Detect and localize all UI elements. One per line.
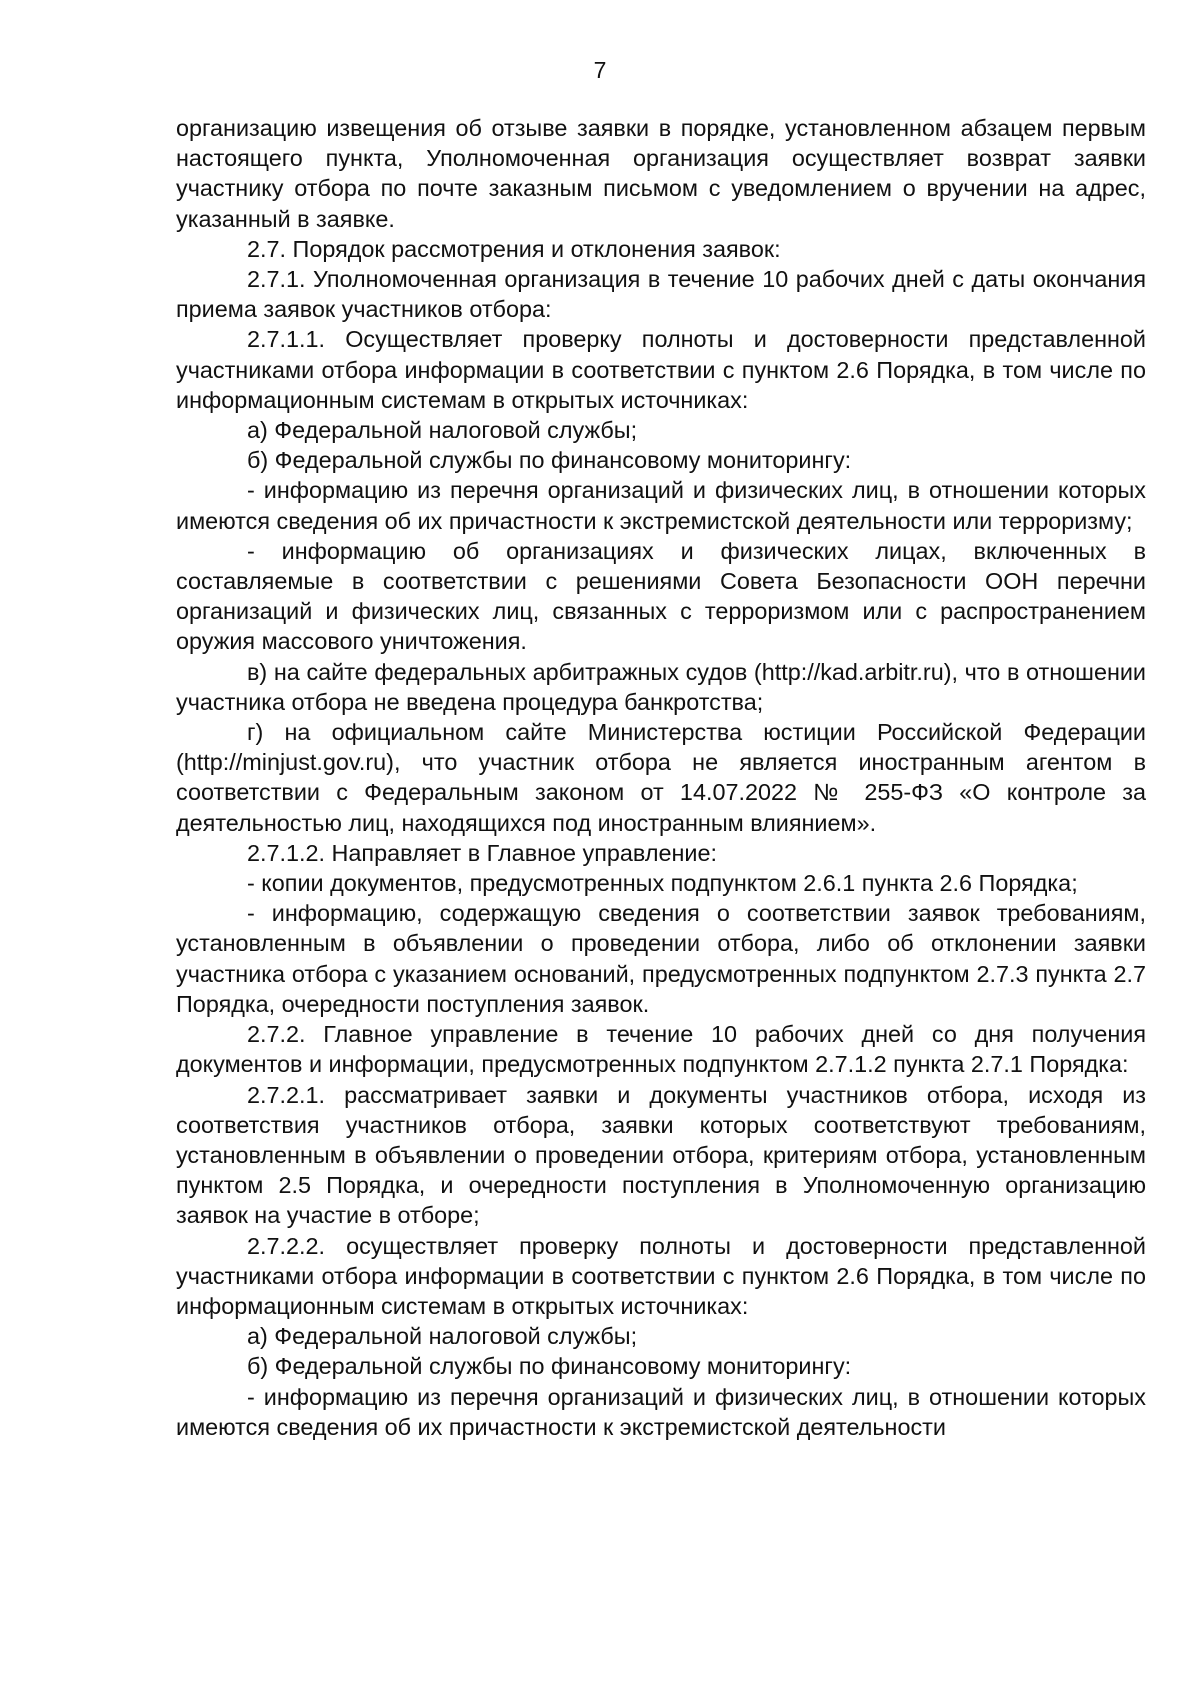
list-item: - информацию, содержащую сведения о соответствии заявок требованиям, установленным в объявлении о проведении отбора, либо об отклонении заявки участника отбора с указанием оснований, предусмотренных подпунктом 2.7.3 пункта 2.7 Порядка, очередности поступления заявок. (176, 900, 1146, 1017)
list-item: г) на официальном сайте Министерства юстиции Российской Федерации (http://minjust.gov.ru), что участник отбора не является иностранным агентом в соответствии с Федеральным законом от 14.07.2022 № 255-ФЗ «О контроле за деятельностью лиц, находящихся под иностранным влиянием». (176, 719, 1146, 836)
paragraph: 2.7.1. Уполномоченная организация в течение 10 рабочих дней с даты окончания приема заявок участников отбора: (176, 266, 1146, 323)
paragraph: организацию извещения об отзыве заявки в порядке, установленном абзацем первым настоящего пункта, Уполномоченная организация осуществляет возврат заявки участнику отбора по почте заказным письмом с уведомлением о вручении на адрес, указанный в заявке. (176, 115, 1146, 232)
list-item: - копии документов, предусмотренных подпунктом 2.6.1 пункта 2.6 Порядка; (247, 870, 1078, 897)
paragraph: 2.7.1.2. Направляет в Главное управление: (247, 839, 717, 866)
page-number: 7 (593, 57, 607, 83)
list-item: - информацию об организациях и физических лицах, включенных в составляемые в соответствии с решениями Совета Безопасности ООН перечни организаций и физических лиц, связанных с терроризмом или с распространением оружия массового уничтожения. (176, 537, 1146, 655)
paragraph: 2.7.2.1. рассматривает заявки и документы участников отбора, исходя из соответствия участников отбора, заявки которых соответствуют требованиям, установленным в объявлении о проведении отбора, критериям отбора, установленным пунктом 2.5 Порядка, и очередности поступления в Уполномоченную организацию заявок на участие в отборе; (176, 1081, 1146, 1229)
paragraph: 2.7.2. Главное управление в течение 10 рабочих дней со дня получения документов и информации, предусмотренных подпунктом 2.7.1.2 пункта 2.7.1 Порядка: (176, 1021, 1146, 1078)
list-item: - информацию из перечня организаций и физических лиц, в отношении которых имеются сведения об их причастности к экстремистской деятельности или терроризму; (176, 477, 1146, 534)
paragraph: 2.7.2.2. осуществляет проверку полноты и достоверности представленной участниками отбора информации в соответствии с пунктом 2.6 Порядка, в том числе по информационным системам в открытых источниках: (176, 1232, 1146, 1319)
list-item: - информацию из перечня организаций и физических лиц, в отношении которых имеются сведения об их причастности к экстремистской деятельности (176, 1383, 1146, 1440)
list-item: а) Федеральной налоговой службы; (247, 417, 638, 444)
list-item: б) Федеральной службы по финансовому мониторингу: (247, 1353, 852, 1380)
list-item: а) Федеральной налоговой службы; (247, 1323, 638, 1350)
paragraph: 2.7.1.1. Осуществляет проверку полноты и достоверности представленной участниками отбора информации в соответствии с пунктом 2.6 Порядка, в том числе по информационным системам в открытых источниках: (176, 326, 1146, 413)
paragraph: 2.7. Порядок рассмотрения и отклонения заявок: (247, 235, 781, 262)
list-item: в) на сайте федеральных арбитражных судов (http://kad.arbitr.ru), что в отношении участника отбора не введена процедура банкротства; (176, 658, 1146, 715)
list-item: б) Федеральной службы по финансовому мониторингу: (247, 447, 852, 474)
document-body (176, 113, 1146, 1442)
